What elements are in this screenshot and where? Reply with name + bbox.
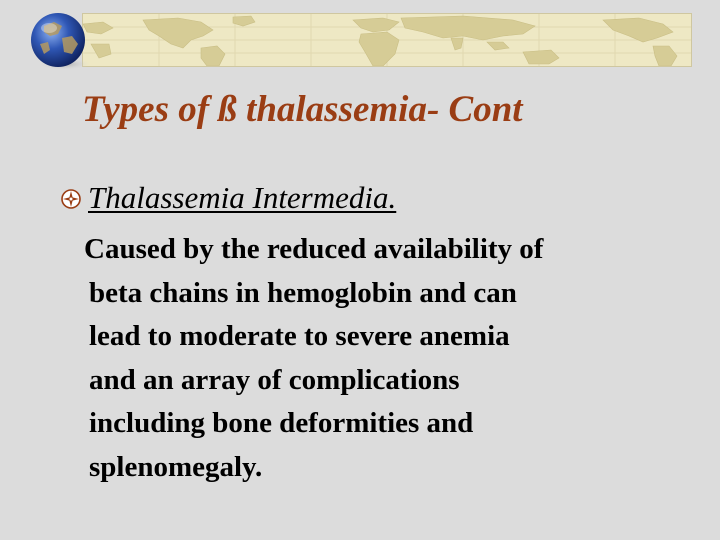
globe-icon xyxy=(22,8,98,72)
body-line: beta chains in hemoglobin and can xyxy=(89,276,517,309)
slide-title: Types of ß thalassemia- Cont xyxy=(82,89,523,130)
world-map-graphic xyxy=(83,14,691,66)
bullet-heading: Thalassemia Intermedia. xyxy=(88,180,397,215)
compass-bullet-icon xyxy=(60,188,82,210)
body-line: Caused by the reduced availability of xyxy=(84,233,544,265)
body-line: including bone deformities and xyxy=(89,407,474,439)
body-line: and an array of complications xyxy=(89,363,460,396)
bullet-item xyxy=(60,176,396,220)
world-map-banner xyxy=(82,13,692,67)
bullet-body xyxy=(78,228,698,489)
body-line: lead to moderate to severe anemia xyxy=(89,320,510,352)
body-line: splenomegaly. xyxy=(89,450,263,483)
